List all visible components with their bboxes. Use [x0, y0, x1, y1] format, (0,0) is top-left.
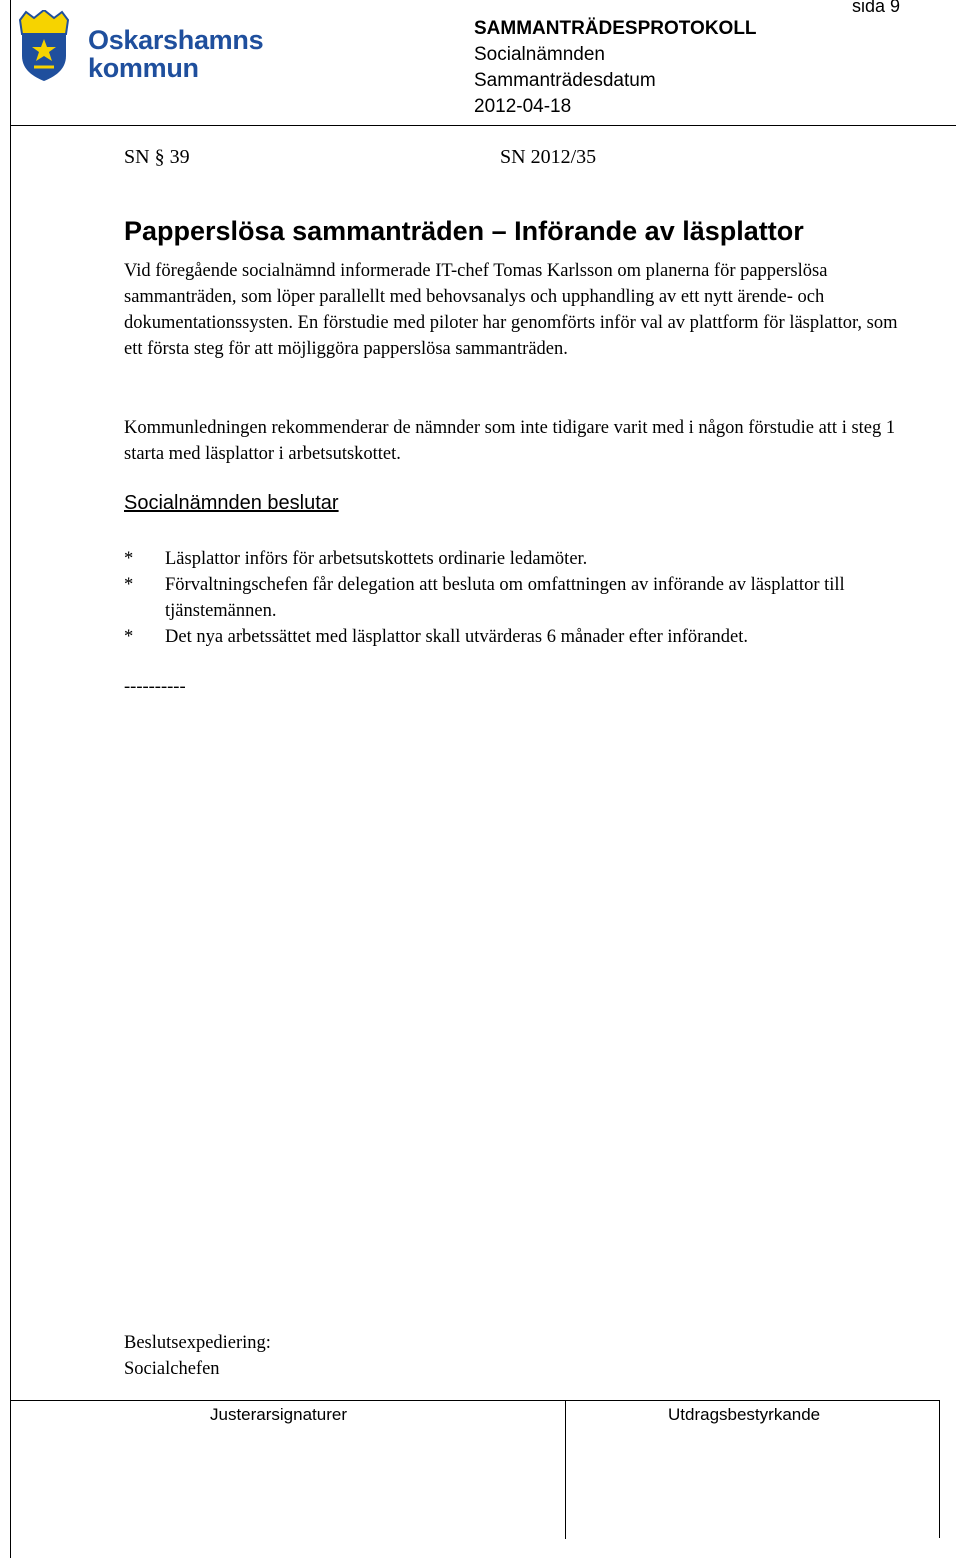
protocol-header [474, 16, 757, 120]
header-rule [10, 125, 956, 126]
section-separator: ---------- [124, 677, 186, 697]
asterisk-bullet-icon: * [124, 627, 134, 647]
logo-wordmark [88, 26, 263, 82]
section-reference: SN § 39 [124, 146, 190, 168]
page-number: sida 9 [852, 0, 901, 16]
asterisk-bullet-icon: * [124, 575, 134, 595]
asterisk-bullet-icon: * [124, 549, 134, 569]
decision-item [124, 572, 914, 624]
decision-text: Läsplattor införs för arbetsutskottets ordinarie ledamöter. [165, 549, 588, 569]
signature-divider [565, 1401, 566, 1539]
body-paragraph: Kommunledningen rekommenderar de nämnder som inte tidigare varit med i någon förstudie att i steg 1 starta med läsplattor i arbetsutskottet. [124, 418, 896, 464]
municipality-logo [16, 10, 264, 83]
logo-text-line-2: kommun [88, 53, 199, 83]
adjuster-signatures-label: Justerarsignaturer [210, 1405, 348, 1424]
distribution-recipient: Socialchefen [124, 1359, 220, 1379]
coat-of-arms-icon [16, 10, 72, 82]
decision-heading: Socialnämnden beslutar [124, 492, 339, 514]
body-paragraph: Vid föregående socialnämnd informerade IT-chef Tomas Karlsson om planerna för papperslösa sammanträden, som löper parallellt med behovsanalys och upphandling av ett nytt ärende- och dokumentationssysten. En förstudie med piloter har genomförts inför val av plattform för läsplattor, som ett första steg för att möjliggöra papperslösa sammanträden. [124, 261, 898, 359]
date-label: Sammanträdesdatum [474, 70, 656, 91]
left-margin-rule [10, 0, 11, 1558]
page-title: Papperslösa sammanträden – Införande av läsplattor [124, 216, 804, 247]
extract-certification-label: Utdragsbestyrkande [668, 1405, 821, 1424]
decision-item [124, 546, 914, 572]
document-type: SAMMANTRÄDESPROTOKOLL [474, 18, 757, 39]
case-number: SN 2012/35 [500, 146, 597, 168]
decision-item [124, 624, 914, 650]
logo-text-line-1: Oskarshamns [88, 25, 264, 55]
decision-text: Det nya arbetssättet med läsplattor skall utvärderas 6 månader efter införandet. [165, 627, 749, 647]
distribution-block [124, 1330, 271, 1382]
decision-text: Förvaltningschefen får delegation att besluta om omfattningen av införande av läsplattor till tjänstemännen. [165, 575, 845, 621]
decision-list [124, 546, 914, 650]
distribution-label: Beslutsexpediering: [124, 1333, 271, 1353]
organization-name: Socialnämnden [474, 44, 605, 65]
signature-table [10, 1400, 940, 1538]
meeting-date: 2012-04-18 [474, 96, 572, 117]
